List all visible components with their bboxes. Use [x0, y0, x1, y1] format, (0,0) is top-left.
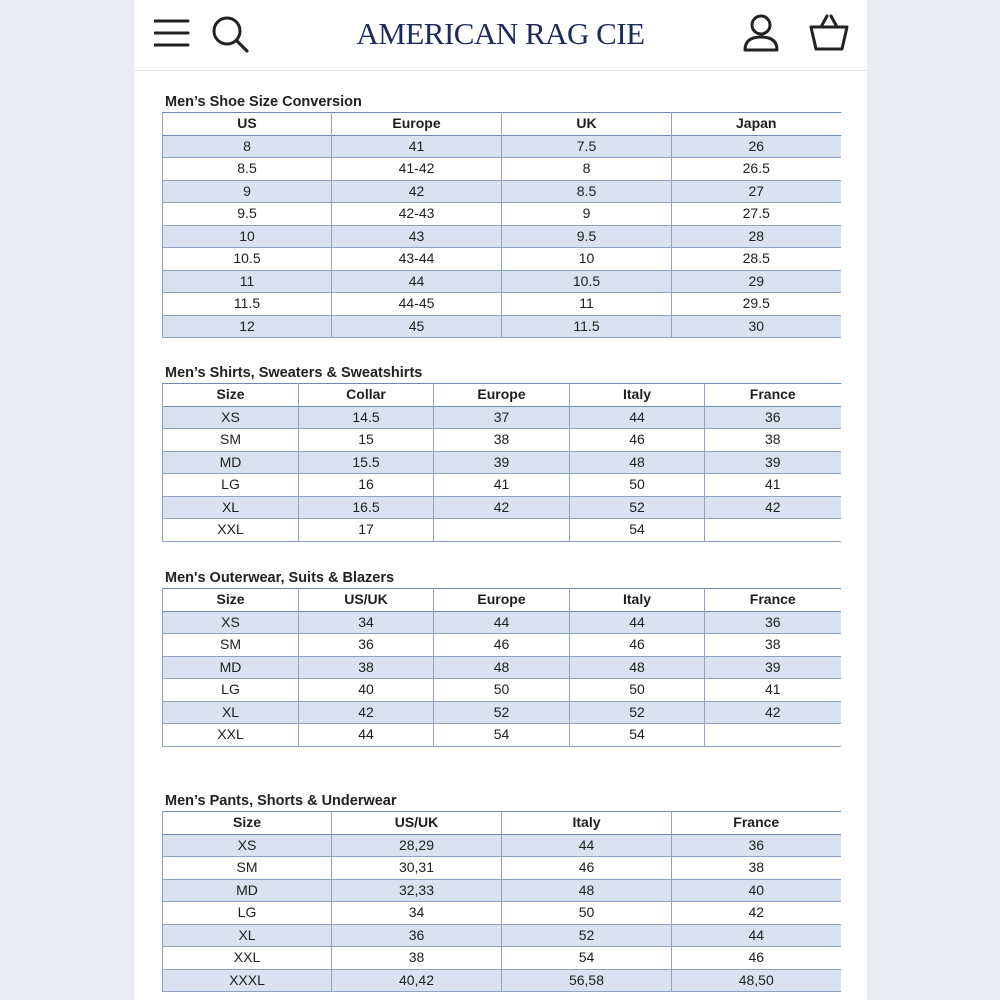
table-cell: 44-45 — [332, 293, 502, 316]
table-row — [163, 158, 841, 181]
table-cell: 43 — [332, 225, 502, 248]
table-cell: 44 — [570, 406, 705, 429]
table-cell: 8 — [502, 158, 672, 181]
table-row — [163, 248, 841, 271]
table-row — [163, 902, 841, 925]
table-cell: 26.5 — [672, 158, 841, 181]
table-cell: 54 — [570, 519, 705, 542]
table-cell: 48 — [570, 656, 705, 679]
table-cell: 8 — [163, 135, 332, 158]
column-header: Italy — [570, 589, 705, 612]
brand-logo[interactable]: AMERICAN RAG CIE — [356, 16, 645, 51]
table-cell: LG — [163, 679, 299, 702]
table-cell — [705, 724, 841, 747]
table-cell: 52 — [502, 924, 672, 947]
table-cell: 50 — [570, 474, 705, 497]
table-cell: 50 — [502, 902, 672, 925]
table-row — [163, 611, 841, 634]
outerwear-size-title: Men's Outerwear, Suits & Blazers — [165, 570, 395, 586]
table-cell: 10.5 — [502, 270, 672, 293]
table-row — [163, 857, 841, 880]
table-row — [163, 519, 841, 542]
table-row — [163, 474, 841, 497]
table-cell: 8.5 — [502, 180, 672, 203]
table-cell — [434, 519, 570, 542]
table-cell: 39 — [705, 451, 841, 474]
table-cell: 52 — [570, 496, 705, 519]
table-row — [163, 293, 841, 316]
shirts-size-title: Men’s Shirts, Sweaters & Sweatshirts — [165, 365, 423, 381]
table-cell: 46 — [434, 634, 570, 657]
table-row — [163, 947, 841, 970]
table-cell: SM — [163, 857, 332, 880]
page — [134, 0, 867, 1000]
column-header: Europe — [332, 113, 502, 136]
table-cell: 10.5 — [163, 248, 332, 271]
table-cell: LG — [163, 902, 332, 925]
table-cell: 52 — [570, 701, 705, 724]
column-header: France — [672, 812, 841, 835]
table-cell: 30,31 — [332, 857, 502, 880]
table-cell: XXL — [163, 519, 299, 542]
table-cell: 42 — [705, 701, 841, 724]
table-cell: 16.5 — [299, 496, 434, 519]
table-cell: XL — [163, 701, 299, 724]
column-header: Italy — [570, 384, 705, 407]
table-cell: 54 — [502, 947, 672, 970]
table-cell: SM — [163, 634, 299, 657]
table-cell: 30 — [672, 315, 841, 338]
table-cell: 48,50 — [672, 969, 841, 992]
table-row — [163, 969, 841, 992]
table-row — [163, 270, 841, 293]
table-cell: 27.5 — [672, 203, 841, 226]
table-cell: 39 — [434, 451, 570, 474]
table-cell: XXL — [163, 947, 332, 970]
table-cell: 14.5 — [299, 406, 434, 429]
column-header: Japan — [672, 113, 841, 136]
table-cell: 54 — [434, 724, 570, 747]
table-cell: 41 — [705, 679, 841, 702]
table-cell: 48 — [570, 451, 705, 474]
table-cell: 29 — [672, 270, 841, 293]
table-cell: 38 — [299, 656, 434, 679]
table-cell: XXXL — [163, 969, 332, 992]
table-cell: 44 — [299, 724, 434, 747]
column-header: Size — [163, 812, 332, 835]
table-cell: 48 — [502, 879, 672, 902]
table-cell: 56,58 — [502, 969, 672, 992]
column-header: Italy — [502, 812, 672, 835]
table-header-row — [163, 812, 841, 835]
table-cell: 50 — [434, 679, 570, 702]
table-cell: 41 — [434, 474, 570, 497]
table-cell: 15 — [299, 429, 434, 452]
table-cell: 46 — [502, 857, 672, 880]
table-cell: 42 — [705, 496, 841, 519]
table-cell: XS — [163, 611, 299, 634]
table-cell — [705, 519, 841, 542]
table-cell: 41-42 — [332, 158, 502, 181]
table-cell: 46 — [570, 429, 705, 452]
table-cell: 17 — [299, 519, 434, 542]
table-row — [163, 406, 841, 429]
user-icon — [741, 13, 781, 53]
table-cell: 7.5 — [502, 135, 672, 158]
table-cell: 46 — [570, 634, 705, 657]
table-cell: 36 — [705, 611, 841, 634]
table-cell: 34 — [332, 902, 502, 925]
table-cell: 36 — [299, 634, 434, 657]
table-cell: XS — [163, 834, 332, 857]
table-cell: XL — [163, 924, 332, 947]
table-cell: MD — [163, 879, 332, 902]
table-cell: 45 — [332, 315, 502, 338]
column-header: Europe — [434, 589, 570, 612]
table-cell: 38 — [705, 634, 841, 657]
table-row — [163, 701, 841, 724]
table-cell: 41 — [705, 474, 841, 497]
table-cell: 43-44 — [332, 248, 502, 271]
table-cell: MD — [163, 656, 299, 679]
table-cell: 50 — [570, 679, 705, 702]
table-cell: 10 — [163, 225, 332, 248]
table-cell: 48 — [434, 656, 570, 679]
shoe-size-table — [162, 112, 841, 338]
table-row — [163, 834, 841, 857]
table-cell: 28.5 — [672, 248, 841, 271]
table-cell: 44 — [672, 924, 841, 947]
table-cell: 42 — [332, 180, 502, 203]
table-cell: 38 — [705, 429, 841, 452]
table-cell: 10 — [502, 248, 672, 271]
table-cell: 11.5 — [163, 293, 332, 316]
table-cell: 12 — [163, 315, 332, 338]
cart-button[interactable] — [808, 13, 850, 53]
table-header-row — [163, 384, 841, 407]
table-cell: 32,33 — [332, 879, 502, 902]
table-cell: 28,29 — [332, 834, 502, 857]
table-cell: 40 — [672, 879, 841, 902]
table-cell: 36 — [332, 924, 502, 947]
table-cell: 46 — [672, 947, 841, 970]
table-cell: XS — [163, 406, 299, 429]
column-header: Collar — [299, 384, 434, 407]
table-cell: 11.5 — [502, 315, 672, 338]
shoe-size-title: Men’s Shoe Size Conversion — [165, 94, 362, 110]
outerwear-size-table — [162, 588, 841, 747]
table-cell: 9 — [502, 203, 672, 226]
site-header — [134, 0, 867, 71]
table-cell: XL — [163, 496, 299, 519]
table-row — [163, 924, 841, 947]
table-row — [163, 879, 841, 902]
table-cell: 38 — [434, 429, 570, 452]
table-row — [163, 724, 841, 747]
table-cell: 26 — [672, 135, 841, 158]
table-row — [163, 203, 841, 226]
table-cell: XXL — [163, 724, 299, 747]
table-cell: 54 — [570, 724, 705, 747]
table-cell: LG — [163, 474, 299, 497]
table-cell: 8.5 — [163, 158, 332, 181]
table-cell: 42 — [672, 902, 841, 925]
table-cell: 42 — [299, 701, 434, 724]
column-header: Europe — [434, 384, 570, 407]
table-cell: 42-43 — [332, 203, 502, 226]
column-header: France — [705, 384, 841, 407]
column-header: US — [163, 113, 332, 136]
table-cell: 29.5 — [672, 293, 841, 316]
table-cell: 9.5 — [163, 203, 332, 226]
table-cell: 40 — [299, 679, 434, 702]
table-row — [163, 315, 841, 338]
column-header: US/UK — [299, 589, 434, 612]
table-cell: 38 — [332, 947, 502, 970]
column-header: France — [705, 589, 841, 612]
pants-size-table — [162, 811, 841, 992]
table-row — [163, 634, 841, 657]
table-cell: 39 — [705, 656, 841, 679]
table-cell: 52 — [434, 701, 570, 724]
table-row — [163, 135, 841, 158]
table-cell: 34 — [299, 611, 434, 634]
table-cell: MD — [163, 451, 299, 474]
table-cell: 44 — [434, 611, 570, 634]
table-cell: 11 — [163, 270, 332, 293]
table-row — [163, 429, 841, 452]
table-row — [163, 451, 841, 474]
table-cell: 44 — [332, 270, 502, 293]
table-cell: 44 — [570, 611, 705, 634]
table-row — [163, 656, 841, 679]
pants-size-title: Men’s Pants, Shorts & Underwear — [165, 793, 397, 809]
table-header-row — [163, 589, 841, 612]
table-cell: 44 — [502, 834, 672, 857]
column-header: Size — [163, 384, 299, 407]
table-cell: 38 — [672, 857, 841, 880]
table-row — [163, 496, 841, 519]
table-cell: 11 — [502, 293, 672, 316]
table-cell: SM — [163, 429, 299, 452]
column-header: Size — [163, 589, 299, 612]
table-cell: 42 — [434, 496, 570, 519]
table-cell: 28 — [672, 225, 841, 248]
table-cell: 9 — [163, 180, 332, 203]
table-cell: 36 — [672, 834, 841, 857]
table-row — [163, 679, 841, 702]
table-cell: 41 — [332, 135, 502, 158]
table-cell: 37 — [434, 406, 570, 429]
basket-icon — [808, 13, 850, 53]
table-cell: 9.5 — [502, 225, 672, 248]
table-cell: 27 — [672, 180, 841, 203]
table-cell: 36 — [705, 406, 841, 429]
column-header: UK — [502, 113, 672, 136]
shirts-size-table — [162, 383, 841, 542]
table-row — [163, 225, 841, 248]
account-button[interactable] — [741, 13, 781, 53]
table-header-row — [163, 113, 841, 136]
table-cell: 15.5 — [299, 451, 434, 474]
table-row — [163, 180, 841, 203]
table-cell: 40,42 — [332, 969, 502, 992]
column-header: US/UK — [332, 812, 502, 835]
table-cell: 16 — [299, 474, 434, 497]
